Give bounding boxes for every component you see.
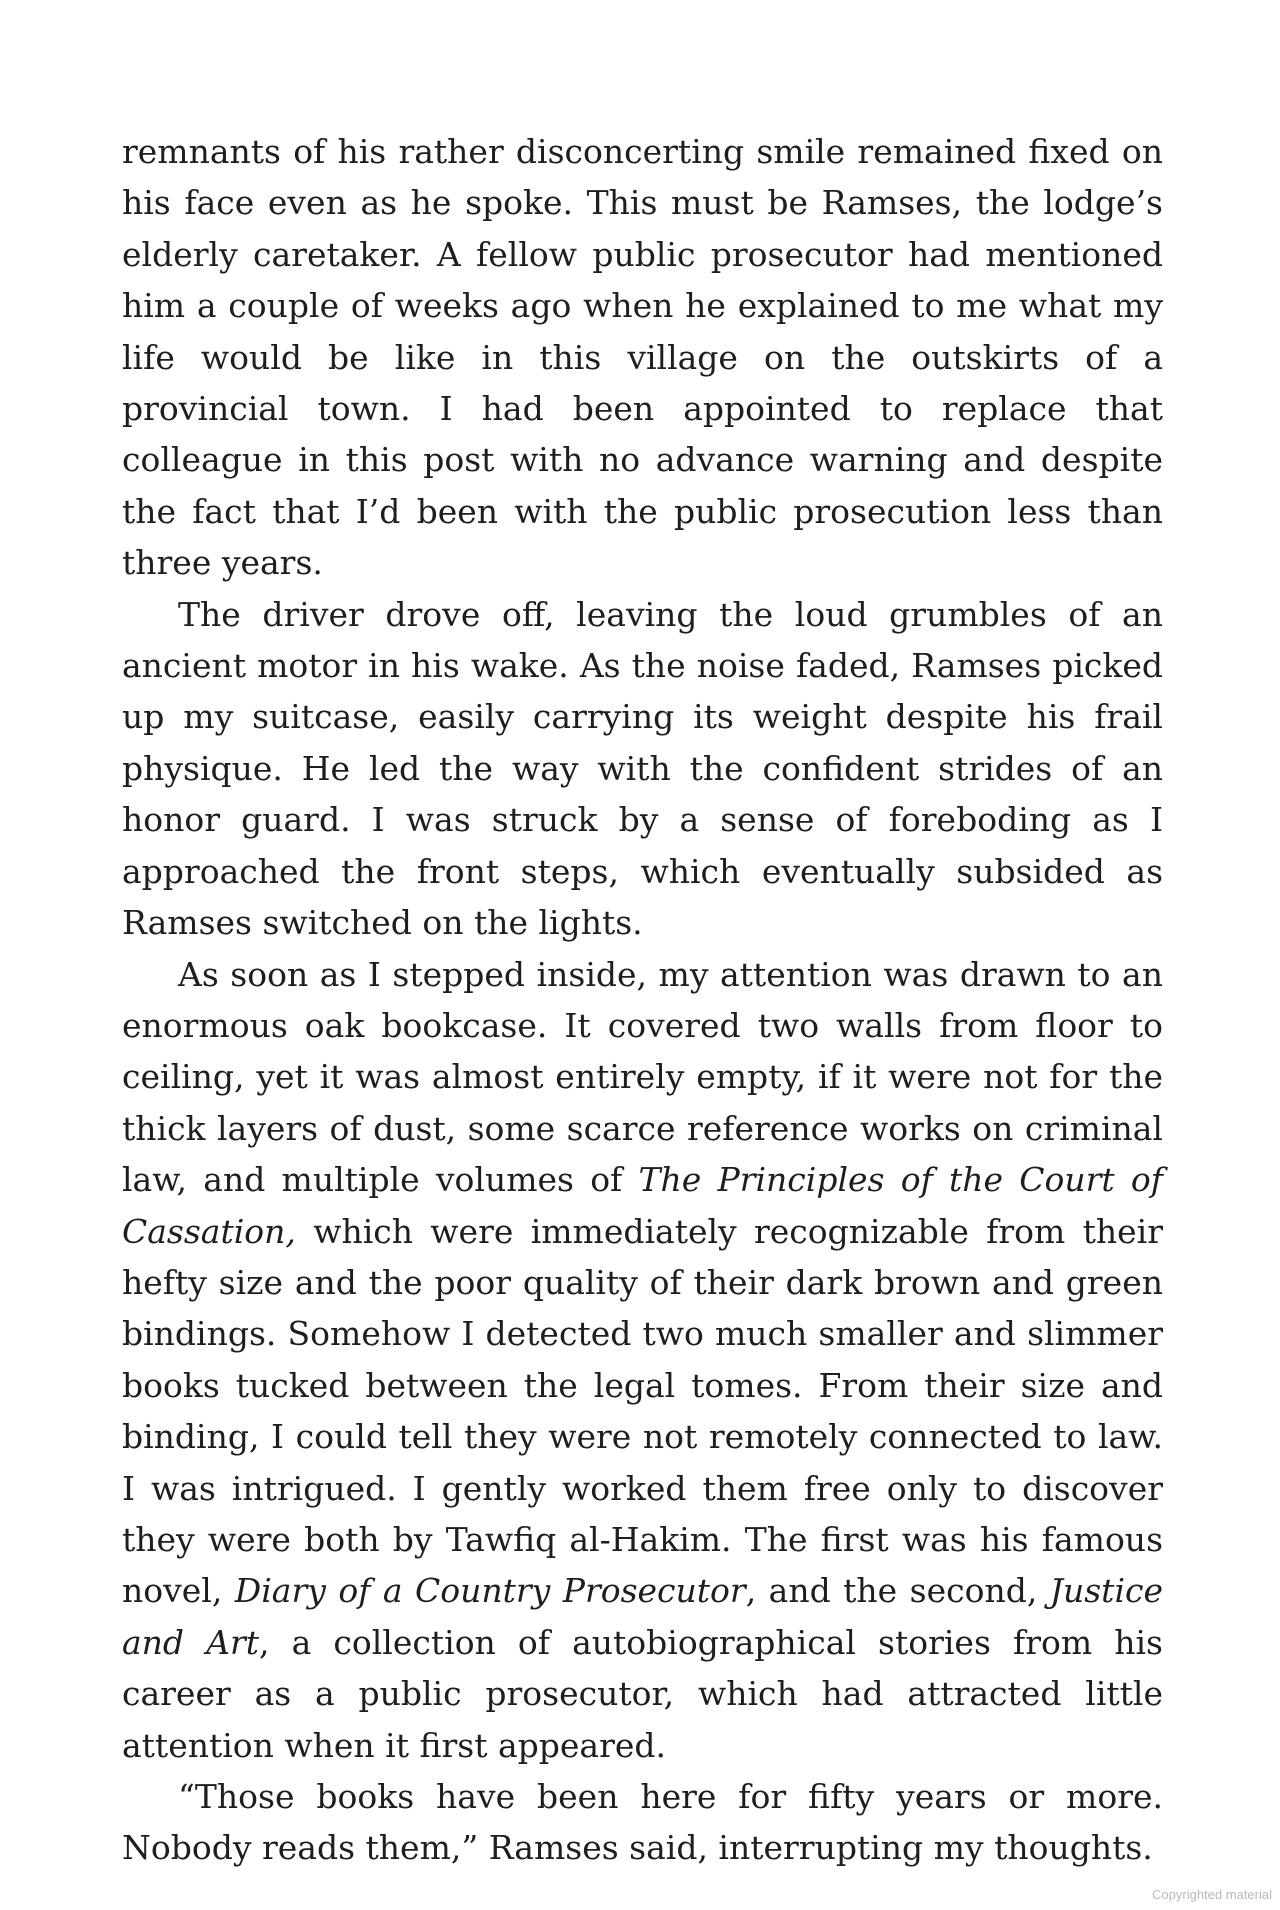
paragraph-3: [122, 949, 1163, 1772]
text-run: , and the second,: [745, 1571, 1050, 1611]
text-run: which were immediately recognizable from their hefty size and the poor quality of their dark brown and green bindings. Somehow I detected two much smaller and slimmer books tucked between the legal tomes. From their size and binding, I could tell they were not remotely connected to law. I was intrigued. I gently worked them free only to discover they were both by Tawfiq al-Hakim. The first was his famous novel,: [122, 1211, 1163, 1611]
italic-title-run: The Principles of the Court of Cassation,: [122, 1160, 1163, 1251]
text-run: “Those books have been here for fifty years or more. Nobody reads them,” Ramses said, interrupting my thoughts.: [122, 1777, 1163, 1868]
copyright-notice: Copyrighted material: [1152, 1887, 1272, 1902]
text-run: As soon as I stepped inside, my attention was drawn to an enormous oak bookcase. It covered two walls from floor to ceiling, yet it was almost entirely empty, if it were not for the thick layers of dust, some scarce reference works on criminal law, and multiple volumes of: [122, 954, 1163, 1200]
page-text: [122, 126, 1163, 1874]
text-run: remnants of his rather disconcerting smile remained fixed on his face even as he spoke. This must be Ramses, the lodge’s elderly caretaker. A fellow public prosecutor had mentioned him a couple of weeks ago when he explained to me what my life would be like in this village on the outskirts of a provincial town. I had been appointed to replace that colleague in this post with no advance warning and despite the fact that I’d been with the public prosecution less than three years.: [122, 132, 1163, 583]
italic-title-run: Diary of a Country Prosecutor: [234, 1571, 746, 1611]
text-run: , a collection of autobiographical stories from his career as a public prosecutor, which had attracted little attention when it first appeared.: [122, 1622, 1163, 1765]
paragraph-4: [122, 1771, 1163, 1874]
paragraph-2: [122, 589, 1163, 949]
italic-title-run: Justice and Art: [122, 1571, 1164, 1662]
paragraph-1: [122, 126, 1163, 589]
text-run: The driver drove off, leaving the loud grumbles of an ancient motor in his wake. As the noise faded, Ramses picked up my suitcase, easily carrying its weight despite his frail physique. He led the way with the confident strides of an honor guard. I was struck by a sense of foreboding as I approached the front steps, which eventually subsided as Ramses switched on the lights.: [122, 594, 1163, 943]
